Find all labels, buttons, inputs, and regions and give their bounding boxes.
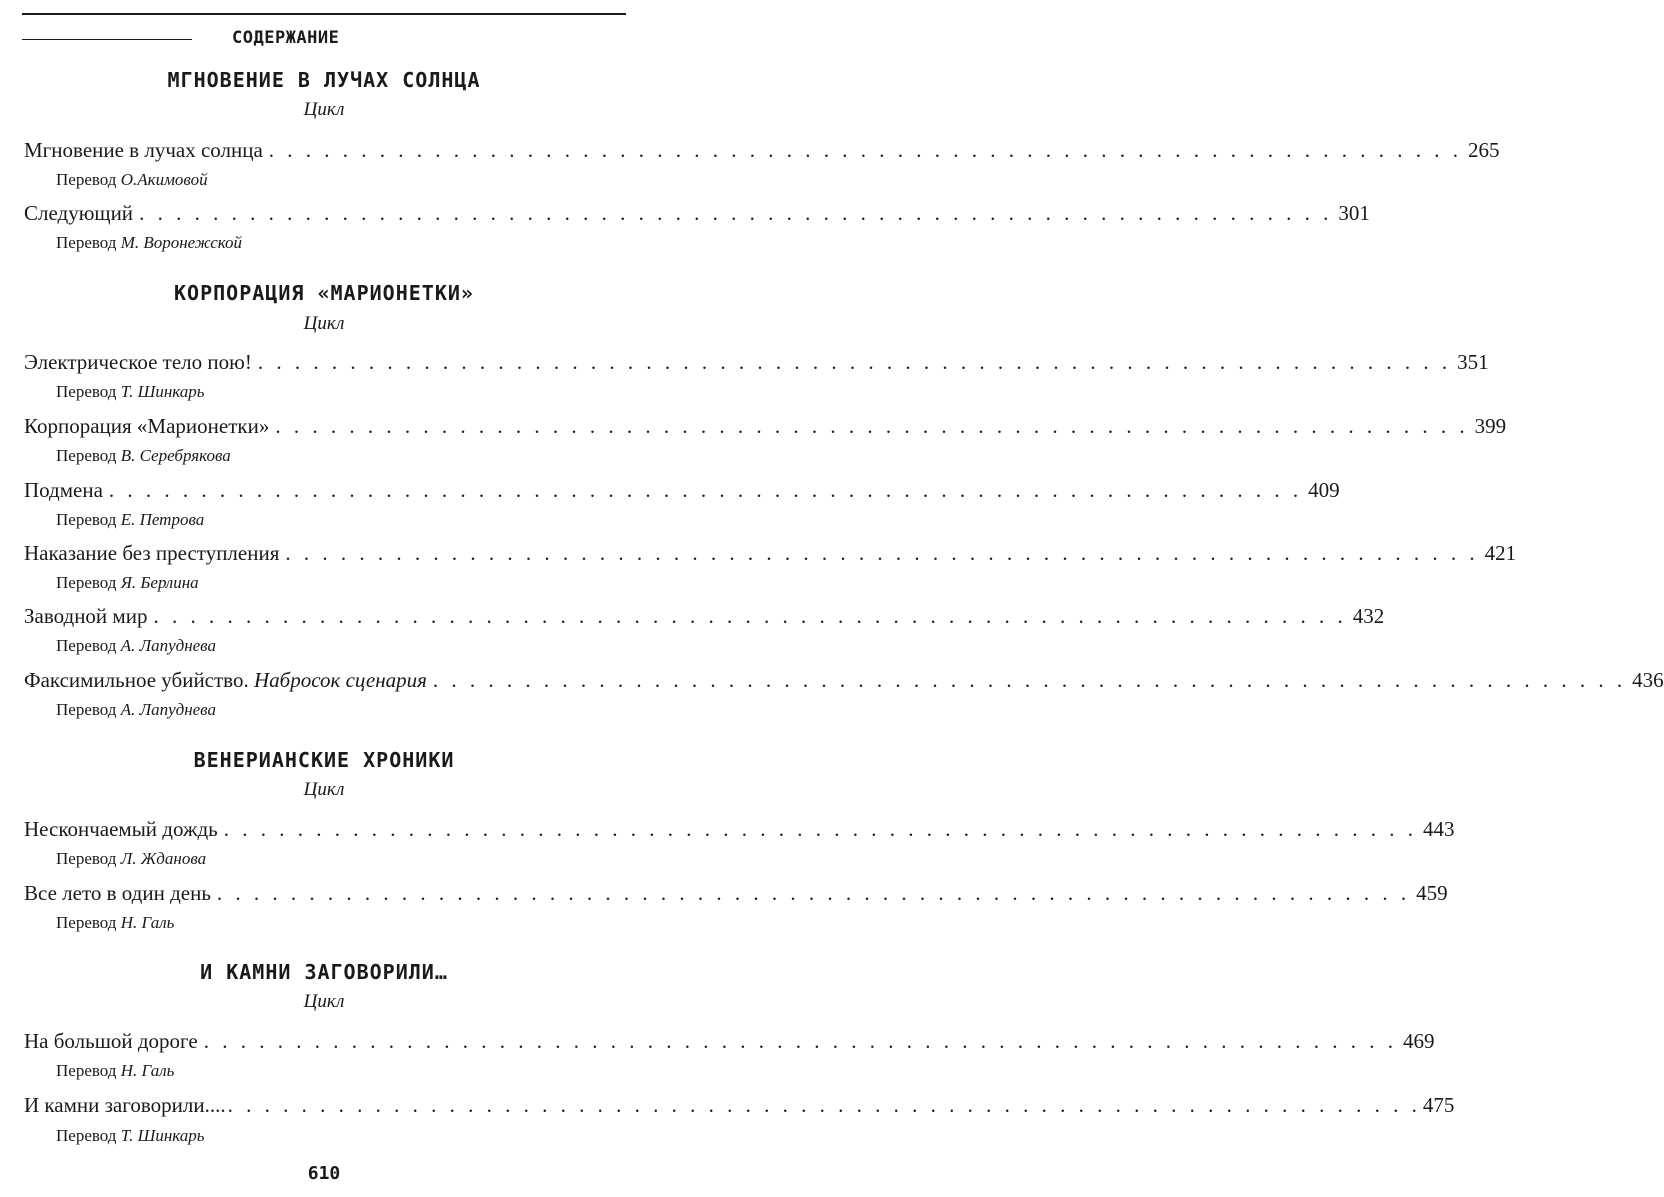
entry-title: На большой дороге (24, 1029, 198, 1053)
entry-title: Заводной мир (24, 604, 148, 628)
entry-page: 475 (1422, 1093, 1455, 1117)
entry-title: И камни заговорили.... (24, 1093, 226, 1117)
entry-page: 399 (1474, 414, 1507, 438)
translator-line: Перевод В. Серебрякова (56, 446, 231, 465)
section-subtitle: Цикл (303, 99, 345, 120)
translator-line: Перевод Т. Шинкарь (56, 382, 205, 401)
dot-leader: . . . . . . . . . . . . . . . . . . . . . . . . . . . . . . . . . . . . . . . . . . . . . . . . . . . . . . . . . . . . . . . . . (139, 201, 1333, 225)
translator-line: Перевод А. Лапуднева (56, 636, 216, 655)
entry-page: 436 (1632, 668, 1664, 692)
toc-entry[interactable] (24, 1029, 1435, 1055)
entry-title: Корпорация «Марионетки» (24, 414, 270, 438)
entry-title: Все лето в один день (24, 881, 211, 905)
toc-entry[interactable] (24, 817, 1455, 843)
translator-line: Перевод А. Лапуднева (56, 700, 216, 719)
section-title: МГНОВЕНИЕ В ЛУЧАХ СОЛНЦА (167, 68, 481, 92)
contents-header (22, 28, 626, 52)
dot-leader: . . . . . . . . . . . . . . . . . . . . . . . . . . . . . . . . . . . . . . . . . . . . . . . . . . . . . . . . . . . . . . . . . (227, 1093, 1421, 1117)
top-rule (22, 13, 626, 15)
entry-page: 459 (1416, 881, 1448, 905)
entry-title: Факсимильное убийство. Набросок сценария (24, 668, 427, 692)
toc-entry[interactable] (24, 1093, 1455, 1119)
section-title: КОРПОРАЦИЯ «МАРИОНЕТКИ» (174, 281, 474, 305)
toc-entry[interactable] (24, 881, 1448, 907)
entry-title: Следующий (24, 201, 134, 225)
dot-leader: . . . . . . . . . . . . . . . . . . . . . . . . . . . . . . . . . . . . . . . . . . . . . . . . . . . . . . . . . . . . . . . . . (285, 541, 1479, 565)
toc-entry[interactable] (24, 414, 1507, 440)
entry-page: 409 (1308, 478, 1340, 502)
section-title: ВЕНЕРИАНСКИЕ ХРОНИКИ (193, 748, 455, 772)
entry-page: 432 (1352, 604, 1385, 628)
dot-leader: . . . . . . . . . . . . . . . . . . . . . . . . . . . . . . . . . . . . . . . . . . . . . . . . . . . . . . . . . . . . . . . . . (153, 604, 1347, 628)
entry-title: Подмена (24, 478, 103, 502)
section-title: И КАМНИ ЗАГОВОРИЛИ… (200, 960, 448, 984)
dot-leader: . . . . . . . . . . . . . . . . . . . . . . . . . . . . . . . . . . . . . . . . . . . . . . . . . . . . . . . . . . . . . . . . . (203, 1029, 1397, 1053)
dot-leader: . . . . . . . . . . . . . . . . . . . . . . . . . . . . . . . . . . . . . . . . . . . . . . . . . . . . . . . . . . . . . . . . . (108, 478, 1303, 502)
contents-heading: СОДЕРЖАНИЕ (232, 28, 340, 48)
entry-page: 301 (1338, 201, 1370, 225)
dot-leader: . . . . . . . . . . . . . . . . . . . . . . . . . . . . . . . . . . . . . . . . . . . . . . . . . . . . . . . . . . . . . . . . . (223, 817, 1417, 841)
translator-line: Перевод О.Акимовой (56, 170, 208, 189)
toc-entry[interactable] (24, 604, 1385, 630)
toc-entry[interactable] (24, 201, 1370, 227)
translator-line: Перевод Н. Галь (56, 913, 175, 932)
entry-page: 265 (1468, 138, 1500, 162)
dot-leader: . . . . . . . . . . . . . . . . . . . . . . . . . . . . . . . . . . . . . . . . . . . . . . . . . . . . . . . . . . . . . . . . . (216, 881, 1411, 905)
translator-line: Перевод Е. Петрова (56, 510, 205, 529)
toc-entry[interactable] (24, 668, 1664, 694)
entry-title: Нескончаемый дождь (24, 817, 218, 841)
entry-page: 351 (1457, 350, 1489, 374)
translator-line: Перевод М. Воронежской (56, 233, 243, 252)
section-subtitle: Цикл (303, 991, 345, 1012)
toc-entry[interactable] (24, 541, 1517, 567)
entry-title: Наказание без преступления (24, 541, 280, 565)
toc-entry[interactable] (24, 478, 1340, 504)
translator-line: Перевод Я. Берлина (56, 573, 199, 592)
translator-line: Перевод Л. Жданова (56, 849, 207, 868)
entry-title: Электрическое тело пою! (24, 350, 252, 374)
entry-page: 443 (1422, 817, 1455, 841)
entry-page: 469 (1402, 1029, 1435, 1053)
dot-leader: . . . . . . . . . . . . . . . . . . . . . . . . . . . . . . . . . . . . . . . . . . . . . . . . . . . . . . . . . . . . . . . . . (257, 350, 1452, 374)
section-subtitle: Цикл (303, 313, 345, 334)
entry-page: 421 (1484, 541, 1517, 565)
translator-line: Перевод Н. Галь (56, 1061, 175, 1080)
dot-leader: . . . . . . . . . . . . . . . . . . . . . . . . . . . . . . . . . . . . . . . . . . . . . . . . . . . . . . . . . . . . . . . . . (268, 138, 1463, 162)
page-number: 610 (307, 1163, 341, 1184)
translator-line: Перевод Т. Шинкарь (56, 1126, 205, 1145)
dot-leader: . . . . . . . . . . . . . . . . . . . . . . . . . . . . . . . . . . . . . . . . . . . . . . . . . . . . . . . . . . . . . . . . . (275, 414, 1469, 438)
header-rule (22, 39, 192, 40)
toc-entry[interactable] (24, 138, 1500, 164)
entry-title: Мгновение в лучах солнца (24, 138, 263, 162)
section-subtitle: Цикл (303, 779, 345, 800)
toc-entry[interactable] (24, 350, 1489, 376)
dot-leader: . . . . . . . . . . . . . . . . . . . . . . . . . . . . . . . . . . . . . . . . . . . . . . . . . . . . . . . . . . . . . . . . . (432, 668, 1627, 692)
